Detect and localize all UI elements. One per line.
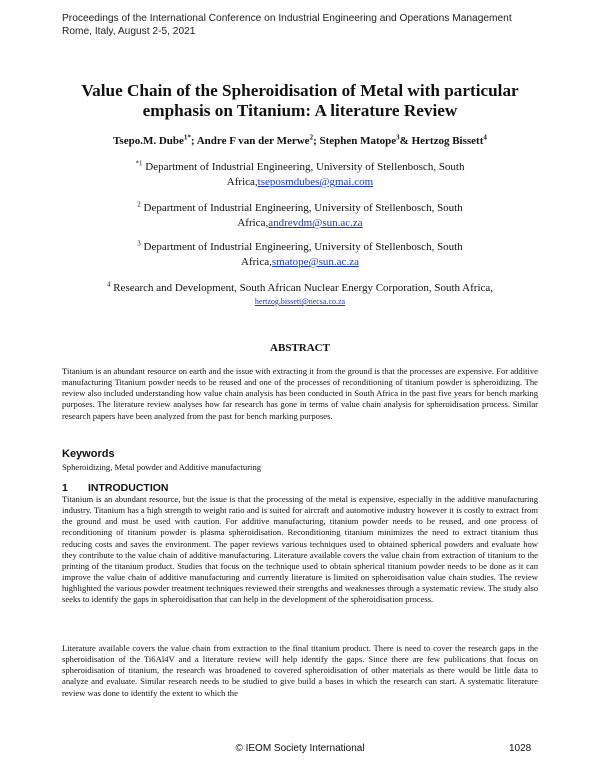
email-link[interactable]: hertzog.bissett@necsa.co.za bbox=[254, 297, 346, 306]
affiliation-text: Department of Industrial Engineering, University of Stellenbosch, South bbox=[142, 161, 465, 173]
email-link[interactable]: smatope@sun.ac.za bbox=[271, 256, 359, 268]
conference-name: Proceedings of the International Conference on Industrial Engineering and Operations Management bbox=[62, 13, 512, 24]
affiliation-text: Department of Industrial Engineering, University of Stellenbosch, South bbox=[140, 241, 463, 253]
affiliation-marker: 3 bbox=[137, 239, 141, 248]
affiliation-marker: *1 bbox=[135, 159, 143, 168]
affiliation-country: Africa, bbox=[237, 217, 269, 229]
affiliation-text: Department of Industrial Engineering, University of Stellenbosch, South bbox=[140, 202, 463, 214]
page-number: 1028 bbox=[509, 743, 532, 754]
affiliation-country: Africa, bbox=[226, 176, 258, 188]
affiliation-1 bbox=[60, 160, 540, 190]
author-4: & Hertzog Bissett bbox=[399, 135, 484, 147]
author-3: ; Stephen Matope bbox=[313, 135, 397, 147]
affiliation-marker: 4 bbox=[106, 280, 111, 289]
affiliation-marker: 2 bbox=[137, 200, 141, 209]
author-4-marker: 4 bbox=[483, 133, 487, 142]
affiliation-country: Africa, bbox=[241, 256, 272, 268]
affiliation-2 bbox=[60, 201, 540, 231]
abstract-heading: ABSTRACT bbox=[270, 342, 330, 354]
paper-title bbox=[40, 81, 560, 121]
footer-copyright: © IEOM Society International bbox=[235, 743, 365, 754]
section-number: 1 bbox=[62, 482, 68, 494]
keywords-text: Spheroidizing, Metal powder and Additive manufacturing bbox=[62, 462, 262, 472]
section-heading bbox=[62, 482, 169, 494]
intro-paragraph-1: Titanium is an abundant resource, but the issue is that the processing of the metal is expensive, especially in the additive manufacturing industry. Titanium has a high strength to weight ratio and is suited for aircraft and automotive industry however it is costly to extract from the ground and must be used with caution. For additive manufacturing, titanium powder needs to be reused, and one process of reconditioning of titanium powder is plasma spheroidisation. Reconditioning titanium minimizes the need to extract titanium thus reducing costs and saves the environment. The paper reviews various techniques used to obtained spherical powders and evaluate how they contribute to the value chain of additive manufacturing. Literature available covers the value chain from extraction of titanium to the printing of the titanium product. Studies that focus on the technique used to obtain spherical titanium powder needs to be done as it can improve the value chain of additive manufacturing and currently literature is limited on spheroidisation value chain studies. The review highlighted the various powder treatment techniques reviewed their strengths and weaknesses through a systematic review. The study also seeks to identify the gaps in spheroidisation that can help in the development of the spheroidisation process. bbox=[62, 494, 538, 605]
author-1: Tsepo.M. Dube bbox=[113, 135, 184, 147]
conference-location-date: Rome, Italy, August 2-5, 2021 bbox=[62, 26, 196, 37]
author-list bbox=[40, 134, 560, 148]
abstract-text: Titanium is an abundant resource on earth and the issue with extracting it from the ground is that the processes are expensive. For additive manufacturing Titanium powder needs to be reused and one of the processes of reconditioning of titanium powder is spheroidizing. The review also included understanding how value chain analysis has been conducted in South Africa in the past five years for bench marking purposes. The literature review analyses how far research has gone in terms of value chain analysis for spheroidisation process. Similar research papers have been analyzed from the past for bench marking purposes. bbox=[62, 366, 538, 421]
author-2-marker: 2 bbox=[309, 133, 314, 142]
affiliation-text: Research and Development, South African Nuclear Energy Corporation, South Africa, bbox=[110, 282, 494, 294]
keywords-heading: Keywords bbox=[62, 448, 115, 460]
section-title: INTRODUCTION bbox=[88, 482, 169, 494]
affiliation-4 bbox=[40, 281, 560, 307]
email-link[interactable]: andrevdm@sun.ac.za bbox=[268, 217, 363, 229]
author-3-marker: 3 bbox=[396, 133, 400, 142]
affiliation-3 bbox=[60, 240, 540, 270]
title-line-1: Value Chain of the Spheroidisation of Metal with particular bbox=[81, 81, 519, 100]
intro-paragraph-2: Literature available covers the value chain from extraction to the final titanium product. There is need to cover the research gaps in the spheroidisation of the Ti6Al4V and a literature review will help identify the gaps. Since there are few publications that focus on spheroidisation of titanium, the research was broadened to covered spheroidisation of other materials as there would be little data to analyze and evaluate. Similar research needs to be studied to give build a bases in which the research can start. A systematic literature review was done to identify the extent to which the bbox=[62, 643, 538, 698]
email-link[interactable]: tseposmdubes@gmai.com bbox=[257, 176, 374, 188]
title-line-2: emphasis on Titanium: A literature Review bbox=[142, 101, 458, 120]
author-1-marker: 1* bbox=[183, 133, 191, 142]
running-header bbox=[62, 12, 512, 38]
author-2: ; Andre F van der Merwe bbox=[190, 135, 310, 147]
